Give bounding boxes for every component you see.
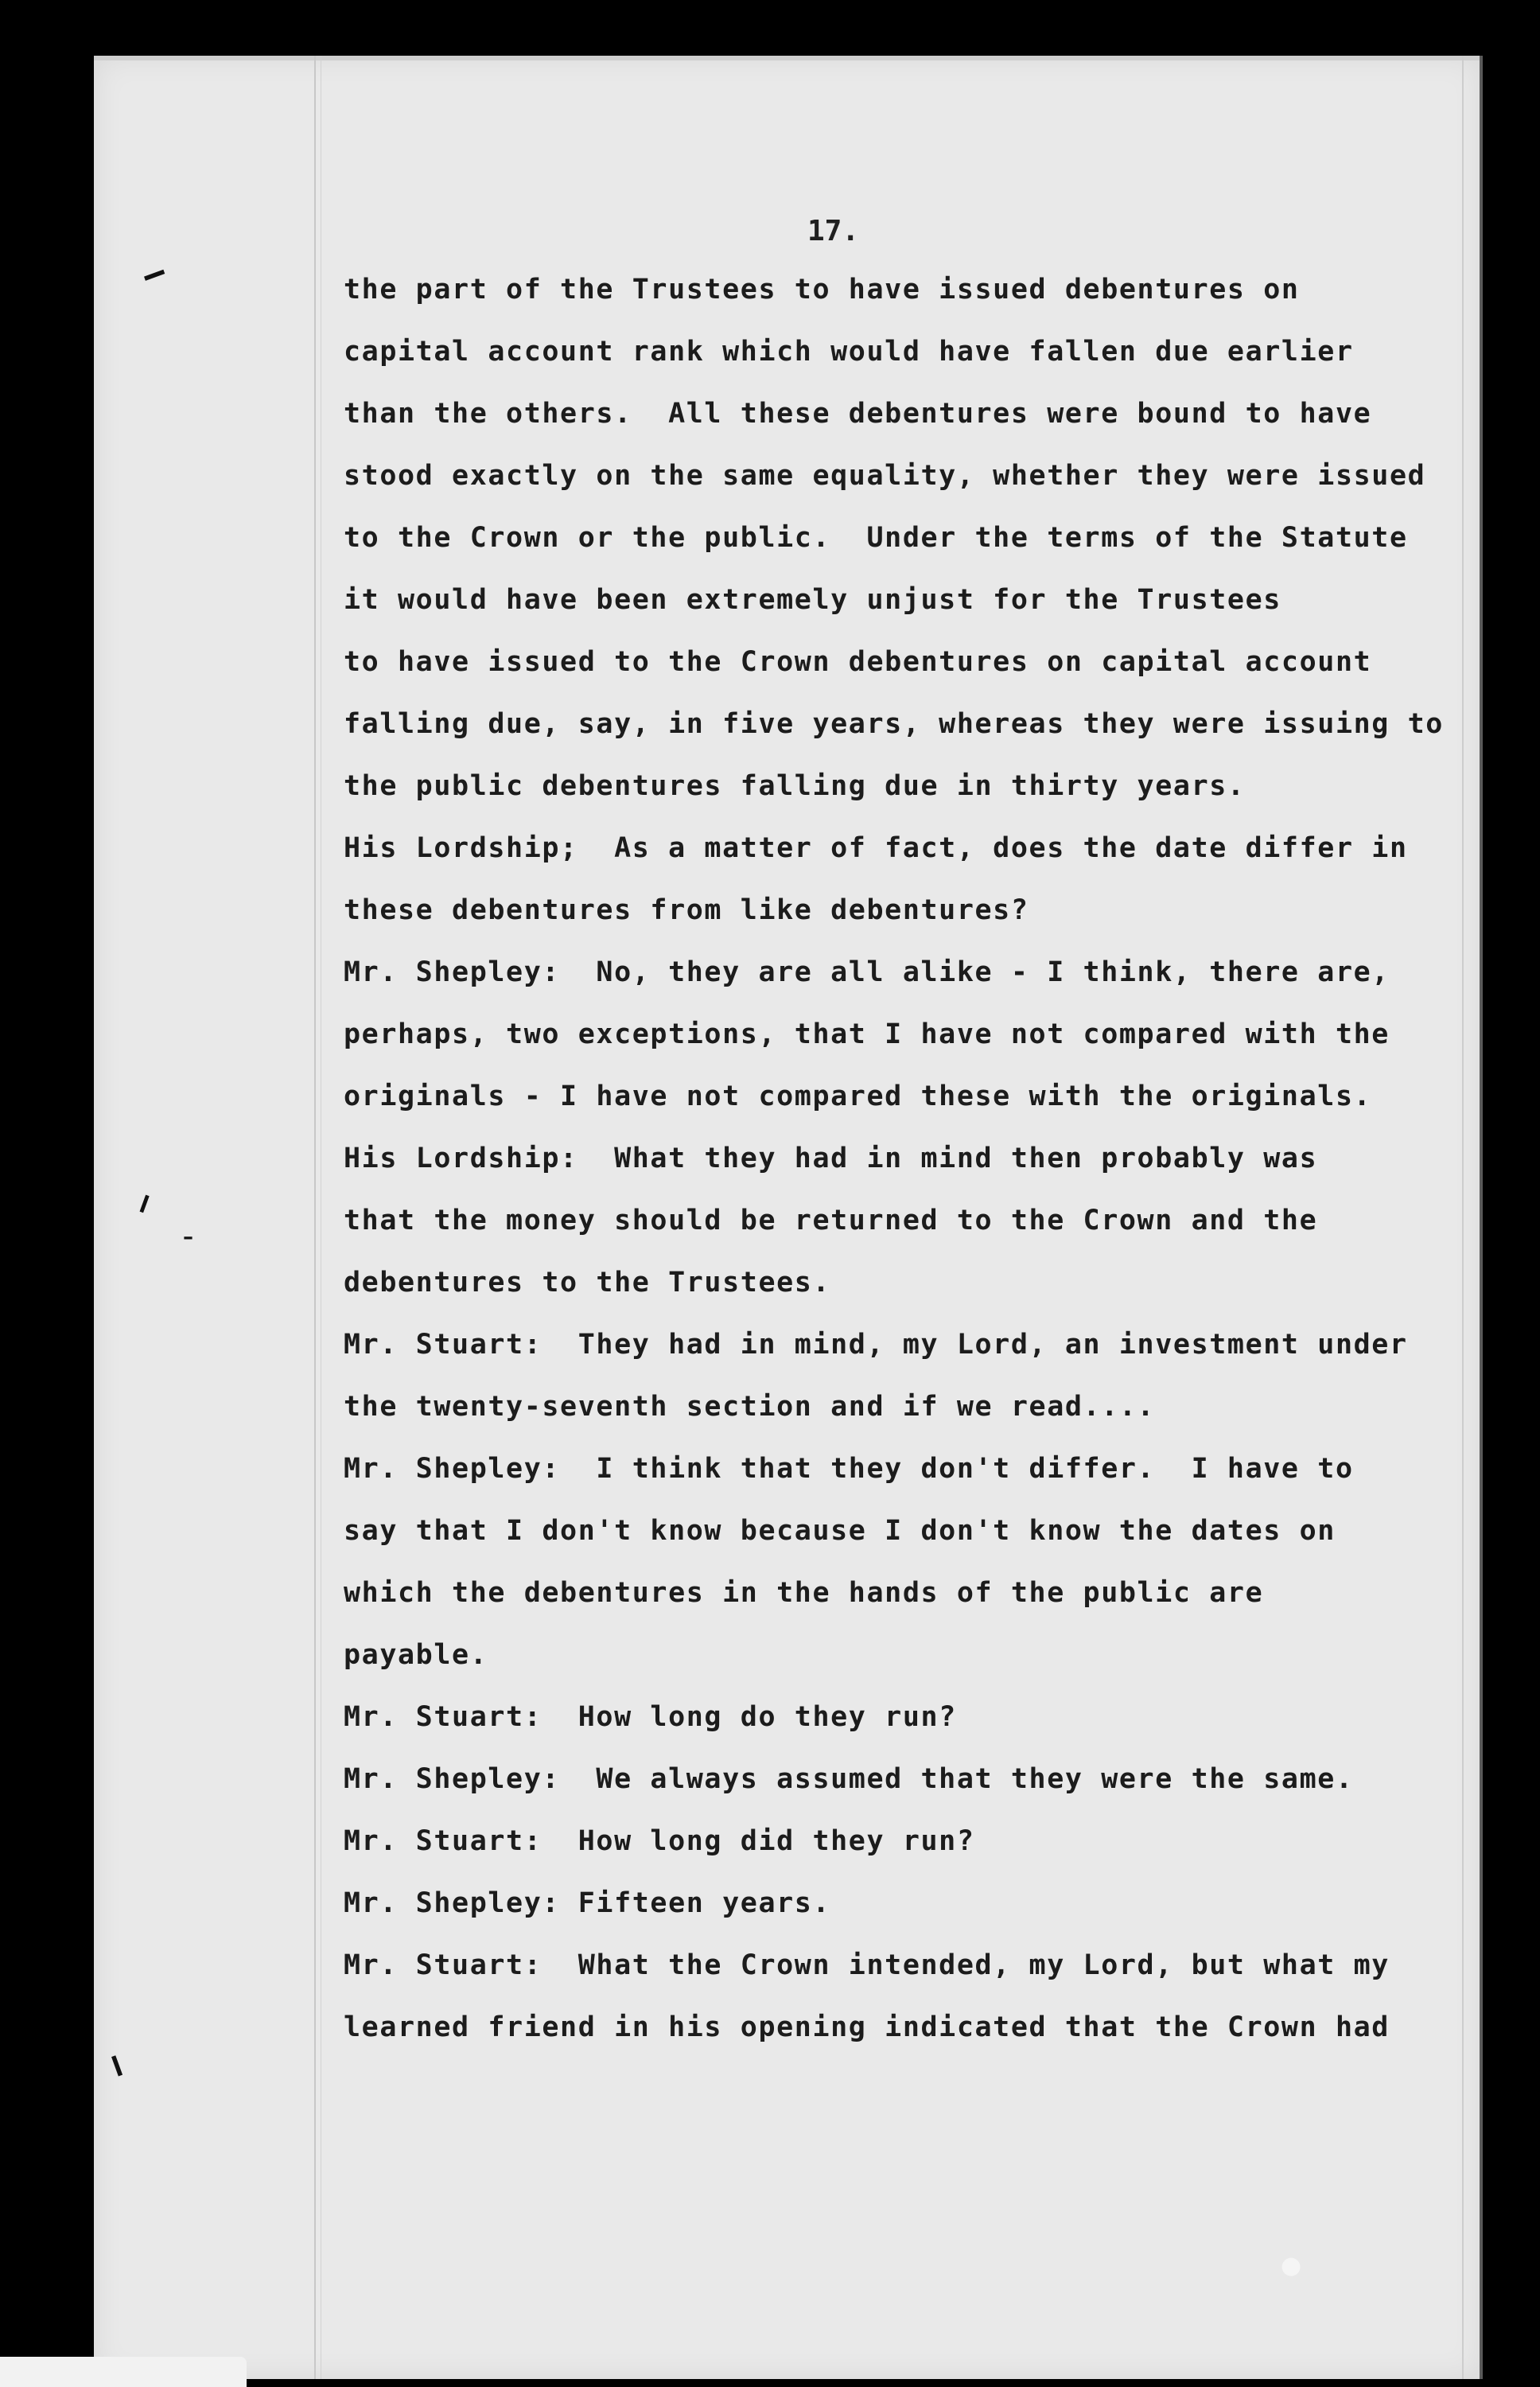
page-number: 17. (807, 215, 860, 247)
margin-dot-mark: – (183, 1225, 193, 1249)
text-line: Mr. Stuart: What the Crown intended, my Lord, but what my (344, 1949, 1390, 1981)
film-speck: ● (1281, 2252, 1302, 2280)
film-tab (0, 2357, 247, 2387)
text-line: debentures to the Trustees. (344, 1267, 831, 1299)
text-line: originals - I have not compared these with the originals. (344, 1081, 1372, 1112)
text-line: the part of the Trustees to have issued debentures on (344, 274, 1300, 306)
text-line: the public debentures falling due in thirty years. (344, 770, 1246, 802)
text-line: capital account rank which would have fallen due earlier (344, 336, 1354, 368)
text-line: Mr. Shepley: I think that they don't differ. I have to (344, 1453, 1354, 1485)
text-line: it would have been extremely unjust for the Trustees (344, 584, 1281, 616)
text-line: falling due, say, in five years, whereas they were issuing to (344, 708, 1444, 740)
text-line: perhaps, two exceptions, that I have not compared with the (344, 1018, 1390, 1050)
text-line: these debentures from like debentures? (344, 894, 1029, 926)
text-line: Mr. Shepley: We always assumed that they were the same. (344, 1763, 1354, 1795)
text-line: to the Crown or the public. Under the terms of the Statute (344, 522, 1408, 554)
text-line: payable. (344, 1639, 488, 1671)
text-line: Mr. Stuart: They had in mind, my Lord, an investment under (344, 1329, 1408, 1361)
text-line: Mr. Shepley: Fifteen years. (344, 1887, 831, 1919)
margin-rule (314, 56, 316, 2379)
text-line: which the debentures in the hands of the public are (344, 1577, 1264, 1609)
text-line: Mr. Shepley: No, they are all alike - I think, there are, (344, 956, 1390, 988)
text-line: that the money should be returned to the Crown and the (344, 1205, 1318, 1236)
text-line: learned friend in his opening indicated that the Crown had (344, 2011, 1390, 2043)
text-line: His Lordship: What they had in mind then probably was (344, 1143, 1318, 1174)
margin-tick-mark: ‒ (95, 2046, 142, 2084)
text-line: say that I don't know because I don't know the dates on (344, 1515, 1336, 1547)
text-line: to have issued to the Crown debentures on capital account (344, 646, 1372, 678)
margin-tick-mark: ‒ (135, 250, 173, 297)
text-line: Mr. Stuart: How long do they run? (344, 1701, 957, 1733)
page-right-edge (1480, 56, 1483, 2379)
text-line: the twenty-seventh section and if we read.... (344, 1391, 1156, 1423)
text-line: stood exactly on the same equality, whether they were issued (344, 460, 1426, 492)
right-margin-rule (1462, 56, 1464, 2379)
text-line: than the others. All these debentures were bound to have (344, 398, 1372, 430)
margin-tick-mark: ‒ (122, 1187, 163, 1219)
text-line: Mr. Stuart: How long did they run? (344, 1825, 975, 1857)
page-top-edge (94, 56, 1483, 60)
text-line: His Lordship; As a matter of fact, does the date differ in (344, 832, 1408, 864)
